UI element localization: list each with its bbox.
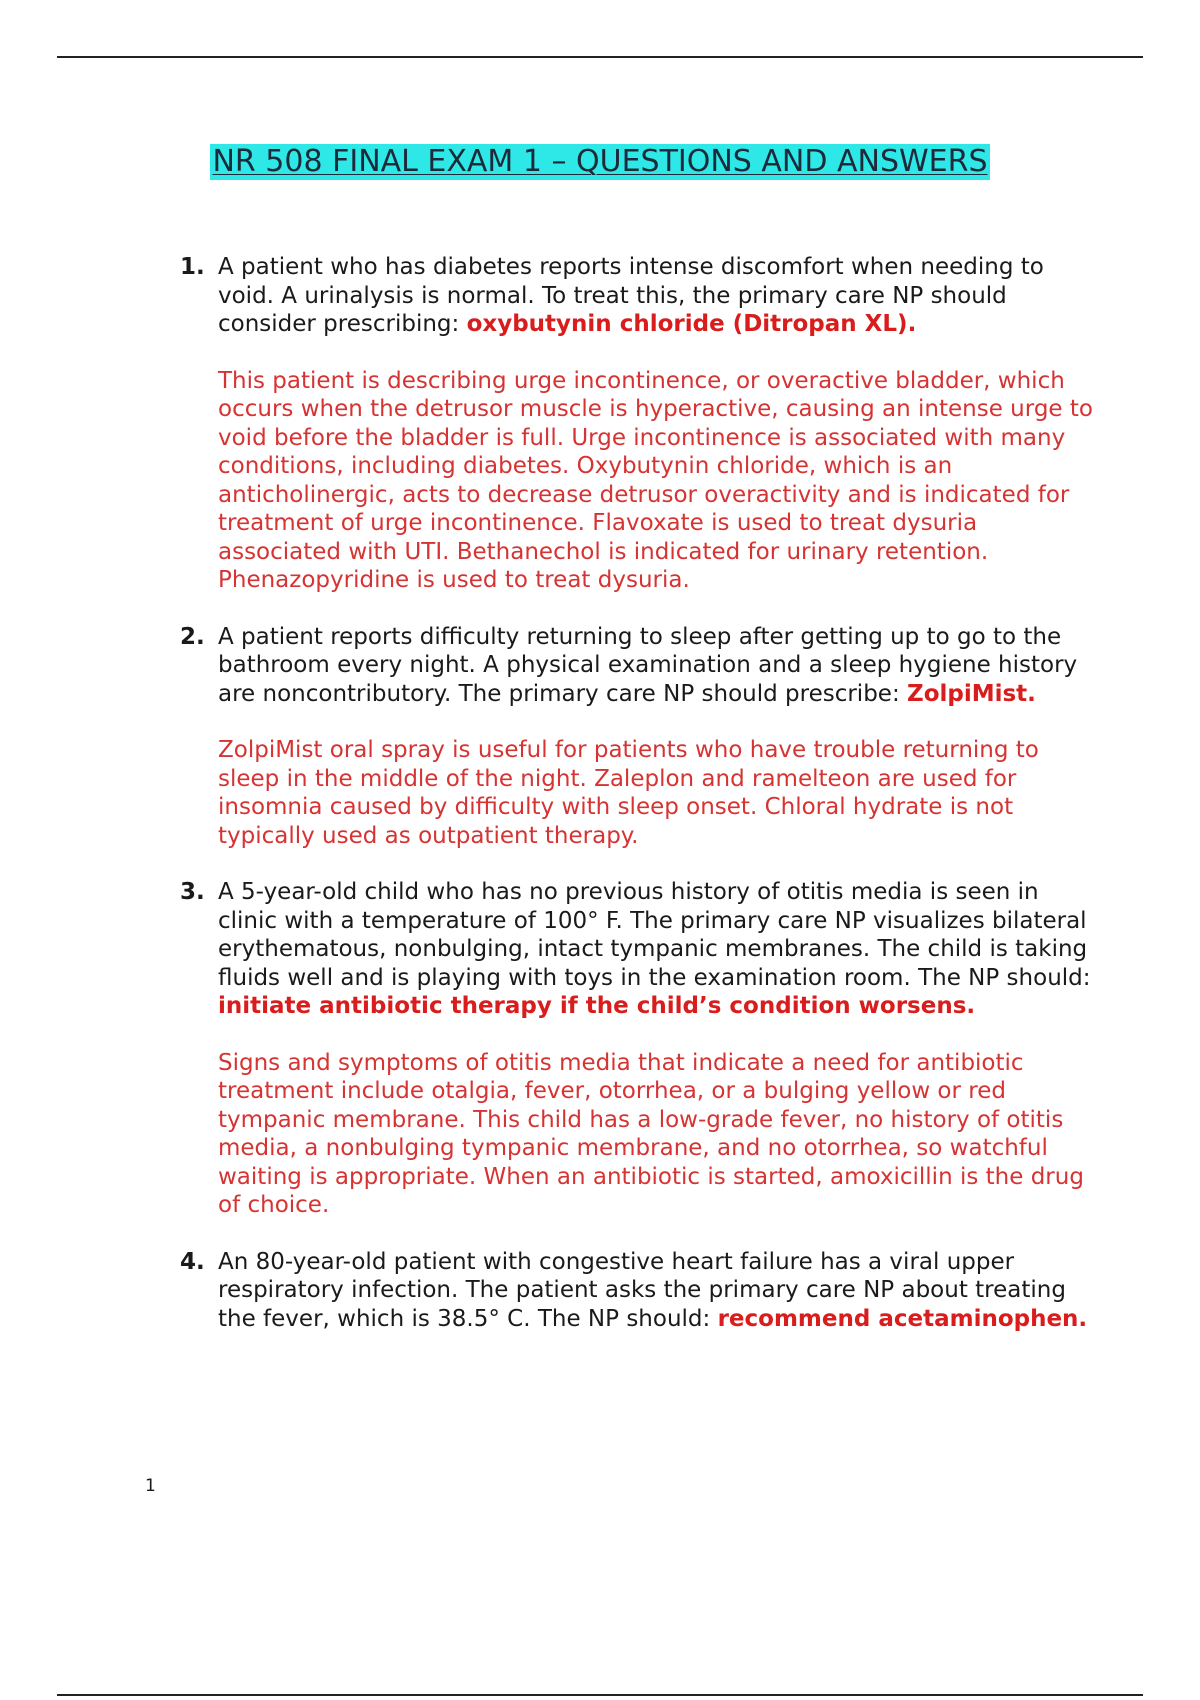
question-number: 3.	[180, 879, 205, 905]
question-text	[218, 253, 1100, 339]
footer-rule	[57, 1694, 1143, 1696]
question-item-2	[180, 623, 1100, 851]
question-list	[180, 253, 1100, 1361]
question-stem: A patient reports difficulty returning to sleep after getting up to go to the bathroom every night. A physical examination and a sleep hygiene history are noncontributory. The primary care NP should prescribe:	[218, 623, 1078, 707]
question-stem: A patient who has diabetes reports intense discomfort when needing to void. A urinalysis is normal. To treat this, the primary care NP should consider prescribing:	[218, 254, 1044, 337]
question-answer: recommend acetaminophen.	[717, 1305, 1088, 1332]
question-text	[218, 1248, 1100, 1334]
answer-explanation: This patient is describing urge incontinence, or overactive bladder, which occurs when the detrusor muscle is hyperactive, causing an intense urge to void before the bladder is full. Urge incontinence is associated with many conditions, including diabetes. Oxybutynin chloride, which is an anticholinergic, acts to decrease detrusor overactivity and is indicated for treatment of urge incontinence. Flavoxate is used to treat dysuria associated with UTI. Bethanechol is indicated for urinary retention. Phenazopyridine is used to treat dysuria.	[218, 367, 1093, 593]
question-answer: initiate antibiotic therapy if the child’s condition worsens.	[218, 993, 976, 1019]
question-number: 2.	[180, 623, 205, 650]
question-text	[218, 878, 1100, 1021]
header-rule	[57, 56, 1143, 58]
question-item-1	[180, 253, 1100, 595]
page-title: NR 508 FINAL EXAM 1 – QUESTIONS AND ANSWERS	[212, 144, 988, 179]
question-answer: ZolpiMist.	[907, 680, 1036, 707]
title-container	[0, 144, 1200, 180]
question-text	[218, 623, 1100, 709]
question-stem: An 80-year-old patient with congestive heart failure has a viral upper respiratory infection. The patient asks the primary care NP about treating the fever, which is 38.5° C. The NP should:	[218, 1248, 1066, 1332]
question-stem: A 5-year-old child who has no previous history of otitis media is seen in clinic with a temperature of 100° F. The primary care NP visualizes bilateral erythematous, nonbulging, intact tympanic membranes. The child is taking fluids well and is playing with toys in the examination room. The NP should:	[218, 879, 1091, 991]
question-item-4	[180, 1248, 1100, 1334]
question-answer: oxybutynin chloride (Ditropan XL).	[466, 311, 917, 337]
question-number: 4.	[180, 1248, 205, 1275]
page-number: 1	[145, 1476, 156, 1496]
question-item-3	[180, 878, 1100, 1220]
answer-explanation: Signs and symptoms of otitis media that indicate a need for antibiotic treatment include otalgia, fever, otorrhea, or a bulging yellow or red tympanic membrane. This child has a low-grade fever, no history of otitis media, a nonbulging tympanic membrane, and no otorrhea, so watchful waiting is appropriate. When an antibiotic is started, amoxicillin is the drug of choice.	[218, 1049, 1084, 1218]
answer-explanation: ZolpiMist oral spray is useful for patients who have trouble returning to sleep in the middle of the night. Zaleplon and ramelteon are used for insomnia caused by difficulty with sleep onset. Chloral hydrate is not typically used as outpatient therapy.	[218, 737, 1039, 849]
question-number: 1.	[180, 254, 205, 280]
